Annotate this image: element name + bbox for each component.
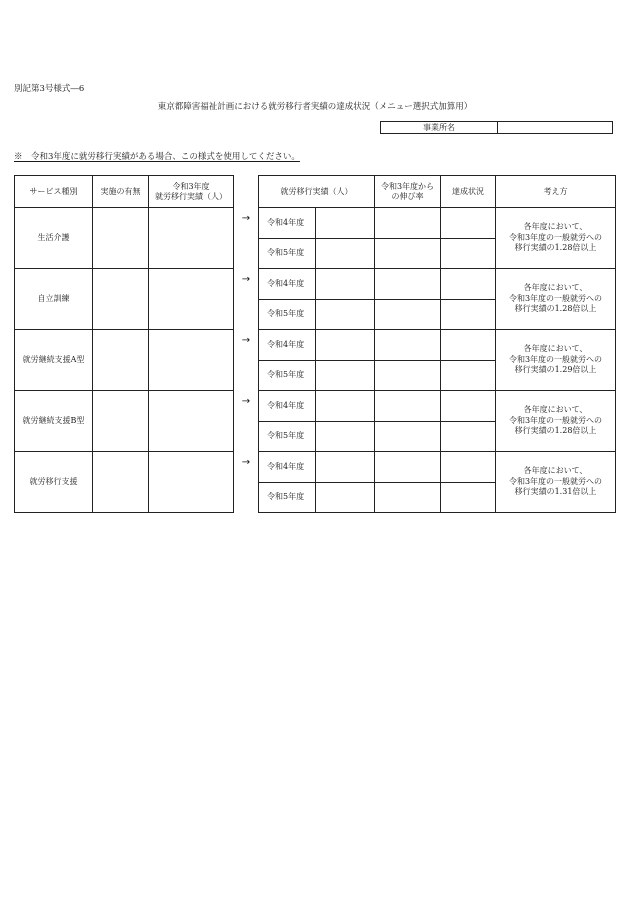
growth-rate-cell[interactable]: [375, 360, 441, 391]
growth-rate-cell[interactable]: [375, 452, 441, 483]
rationale-line: 各年度において、: [523, 344, 588, 354]
growth-rate-cell[interactable]: [375, 269, 441, 300]
rationale-cell: [496, 330, 616, 391]
growth-rate-cell[interactable]: [375, 482, 441, 513]
header-growth-line2: の伸び率: [391, 191, 424, 201]
results-value-cell[interactable]: [316, 208, 375, 239]
year-row: [259, 208, 616, 239]
growth-rate-cell[interactable]: [375, 238, 441, 269]
r3-results-cell[interactable]: [149, 330, 234, 391]
status-cell[interactable]: [441, 452, 496, 483]
document-title: 東京都障害福祉計画における就労移行者実績の達成状況（メニュー選択式加算用）: [157, 102, 473, 112]
status-cell[interactable]: [441, 208, 496, 239]
rationale-cell: [496, 391, 616, 452]
rationale-line: 移行実績の1.29倍以上: [514, 365, 597, 375]
rationale-line: 各年度において、: [523, 466, 588, 476]
status-cell[interactable]: [441, 330, 496, 361]
service-name: 就労継続支援B型: [15, 391, 93, 452]
header-results: 就労移行実績（人）: [259, 176, 375, 208]
results-table: [258, 175, 616, 513]
growth-rate-cell[interactable]: [375, 208, 441, 239]
year-row: [259, 452, 616, 483]
service-name: 自立訓練: [15, 269, 93, 330]
office-name-box: [380, 121, 613, 134]
header-presence: 実施の有無: [93, 176, 149, 208]
office-name-label: 事業所名: [381, 122, 498, 133]
year-label: 令和5年度: [259, 299, 316, 330]
arrow-icon: →: [241, 335, 251, 346]
results-value-cell[interactable]: [316, 452, 375, 483]
header-service-type: サービス種別: [15, 176, 93, 208]
status-cell[interactable]: [441, 238, 496, 269]
year-label: 令和4年度: [259, 391, 316, 422]
year-label: 令和4年度: [259, 452, 316, 483]
results-value-cell[interactable]: [316, 360, 375, 391]
presence-cell[interactable]: [93, 330, 149, 391]
year-label: 令和5年度: [259, 360, 316, 391]
r3-results-cell[interactable]: [149, 391, 234, 452]
presence-cell[interactable]: [93, 208, 149, 269]
rationale-line: 令和3年度の一般就労への: [508, 293, 603, 303]
results-value-cell[interactable]: [316, 330, 375, 361]
year-label: 令和4年度: [259, 208, 316, 239]
year-label: 令和5年度: [259, 482, 316, 513]
rationale-line: 令和3年度の一般就労への: [508, 476, 603, 486]
presence-cell[interactable]: [93, 269, 149, 330]
year-label: 令和5年度: [259, 238, 316, 269]
status-cell[interactable]: [441, 360, 496, 391]
service-row: [15, 269, 234, 300]
rationale-line: 移行実績の1.28倍以上: [514, 304, 597, 314]
service-name: 就労継続支援A型: [15, 330, 93, 391]
year-label: 令和5年度: [259, 421, 316, 452]
rationale-line: 各年度において、: [523, 283, 588, 293]
header-r3-results-line1: 令和3年度: [172, 181, 210, 191]
results-value-cell[interactable]: [316, 238, 375, 269]
status-cell[interactable]: [441, 269, 496, 300]
growth-rate-cell[interactable]: [375, 330, 441, 361]
status-cell[interactable]: [441, 299, 496, 330]
header-growth-line1: 令和3年度から: [380, 181, 435, 191]
rationale-cell: [496, 269, 616, 330]
rationale-line: 移行実績の1.28倍以上: [514, 426, 597, 436]
header-r3-results: [149, 176, 234, 208]
arrow-icon: →: [241, 457, 251, 468]
arrow-icon: →: [241, 213, 251, 224]
rationale-cell: [496, 452, 616, 513]
r3-results-cell[interactable]: [149, 452, 234, 513]
year-row: [259, 269, 616, 300]
year-label: 令和4年度: [259, 330, 316, 361]
service-row: [15, 330, 234, 361]
arrow-icon: →: [241, 396, 251, 407]
presence-cell[interactable]: [93, 452, 149, 513]
rationale-line: 移行実績の1.31倍以上: [514, 487, 597, 497]
presence-cell[interactable]: [93, 391, 149, 452]
header-status: 達成状況: [441, 176, 496, 208]
service-row: [15, 452, 234, 483]
status-cell[interactable]: [441, 421, 496, 452]
form-number: 別記第3号様式―6: [14, 84, 85, 94]
arrow-icon: →: [241, 274, 251, 285]
service-name: 就労移行支援: [15, 452, 93, 513]
service-row: [15, 208, 234, 239]
status-cell[interactable]: [441, 482, 496, 513]
rationale-line: 移行実績の1.28倍以上: [514, 243, 597, 253]
rationale-line: 各年度において、: [523, 405, 588, 415]
rationale-cell: [496, 208, 616, 269]
service-row: [15, 391, 234, 422]
year-row: [259, 391, 616, 422]
service-table: [14, 175, 234, 513]
status-cell[interactable]: [441, 391, 496, 422]
growth-rate-cell[interactable]: [375, 421, 441, 452]
rationale-line: 各年度において、: [523, 222, 588, 232]
header-growth-rate: [375, 176, 441, 208]
year-row: [259, 330, 616, 361]
growth-rate-cell[interactable]: [375, 299, 441, 330]
r3-results-cell[interactable]: [149, 269, 234, 330]
usage-note: ※ 令和3年度に就労移行実績がある場合、この様式を使用してください。: [14, 152, 300, 162]
service-name: 生活介護: [15, 208, 93, 269]
header-rationale: 考え方: [496, 176, 616, 208]
r3-results-cell[interactable]: [149, 208, 234, 269]
office-name-field[interactable]: [498, 122, 612, 133]
rationale-line: 令和3年度の一般就労への: [508, 354, 603, 364]
year-label: 令和4年度: [259, 269, 316, 300]
results-value-cell[interactable]: [316, 391, 375, 422]
rationale-line: 令和3年度の一般就労への: [508, 415, 603, 425]
results-value-cell[interactable]: [316, 299, 375, 330]
rationale-line: 令和3年度の一般就労への: [508, 232, 603, 242]
growth-rate-cell[interactable]: [375, 391, 441, 422]
results-value-cell[interactable]: [316, 421, 375, 452]
results-value-cell[interactable]: [316, 482, 375, 513]
header-r3-results-line2: 就労移行実績（人）: [155, 191, 227, 201]
results-value-cell[interactable]: [316, 269, 375, 300]
